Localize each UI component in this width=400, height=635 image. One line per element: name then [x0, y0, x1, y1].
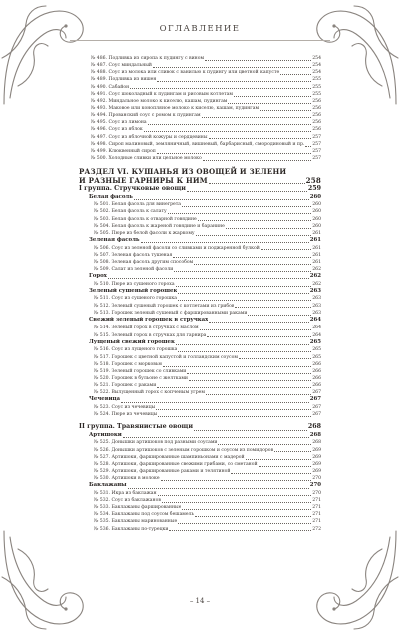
subgroup-heading	[79, 288, 321, 296]
entry-page: 270	[309, 482, 321, 489]
entry-page: 267	[312, 412, 321, 418]
toc-entry	[79, 468, 321, 475]
dot-leader	[228, 103, 311, 104]
entry-title: № 503. Белая фасоль к отварной говядине	[94, 216, 197, 222]
dot-leader	[196, 235, 312, 236]
dot-leader	[178, 293, 308, 294]
dot-leader	[178, 523, 311, 524]
dot-leader	[209, 183, 305, 184]
toc-entry	[79, 105, 321, 112]
dot-leader	[200, 329, 312, 330]
section-page: 258	[305, 176, 321, 186]
toc-entry	[79, 119, 321, 126]
entry-title: № 506. Соус из зеленой фасоли со сливками и поджаренной булкой	[94, 245, 260, 251]
corner-ornament-bottom-right	[305, 525, 400, 635]
toc-entry	[79, 201, 321, 208]
dot-leader	[157, 387, 311, 388]
group-heading-2	[79, 423, 321, 432]
entry-page: 261	[312, 259, 321, 265]
entry-page: 260	[312, 223, 321, 229]
entry-title: № 512. Зеленый сушеный горошек с котлетами из грибов	[94, 303, 235, 309]
toc-entry	[79, 112, 321, 119]
entry-page: 256	[312, 113, 321, 119]
entry-page: 269	[312, 447, 321, 453]
entry-title: № 505. Пюре из белой фасоли к жаркому	[94, 230, 195, 236]
toc-entry	[79, 310, 321, 317]
entry-title: № 488. Соус из молока или сливок с ванилью к пудингу или цветной капусте	[91, 70, 280, 76]
toc-entry	[79, 208, 321, 215]
entry-title: № 518. Горошек с морковью	[94, 361, 163, 367]
dot-leader	[163, 366, 311, 367]
entry-page: 261	[309, 237, 321, 243]
subgroup-heading	[79, 396, 321, 404]
group-heading-1	[79, 185, 321, 194]
dot-leader	[158, 495, 312, 496]
dot-leader	[168, 213, 312, 214]
entry-page: 262	[312, 267, 321, 272]
entry-page: 265	[312, 347, 321, 353]
entry-title: № 509. Салат из зеленой фасоли	[94, 267, 174, 272]
entry-title: № 500. Холодные сливки или цельное молоко	[91, 155, 202, 161]
toc-entry	[79, 411, 321, 418]
subgroup-dried-green-peas	[79, 288, 321, 317]
entry-title: № 523. Соус из чечевицы	[94, 404, 156, 410]
entry-page: 257	[312, 155, 321, 161]
dot-leader	[158, 416, 311, 417]
entry-page: 257	[312, 141, 321, 147]
entry-title: № 507. Зеленая фасоль тушеная	[94, 252, 173, 258]
toc-entry	[79, 126, 321, 133]
entry-page: 255	[312, 77, 321, 83]
dot-leader	[187, 191, 307, 192]
entry-page: 255	[312, 91, 321, 97]
subgroup-artichokes	[79, 432, 321, 482]
dot-leader	[144, 131, 311, 132]
toc-entry	[79, 84, 321, 91]
entry-page: 271	[312, 505, 321, 511]
entry-page: 255	[312, 84, 321, 90]
entry-title: № 501. Белая фасоль для винегрета	[94, 202, 182, 208]
subgroup-peas	[79, 273, 321, 288]
toc-entry	[79, 526, 321, 533]
entry-page: 267	[309, 396, 321, 403]
toc-entry	[79, 504, 321, 511]
entry-title: № 536. Баклажаны по-турецки	[94, 526, 169, 532]
entry-title: № 493. Маковое или конопляное молоко к киселю, кашам, пудингам	[91, 105, 260, 111]
dot-leader	[246, 459, 312, 460]
entry-page: 260	[312, 209, 321, 215]
entry-page: 266	[312, 375, 321, 381]
entry-page: 260	[309, 193, 321, 200]
toc-entry	[79, 511, 321, 518]
section-title-row	[79, 176, 321, 185]
entry-page: 268	[312, 440, 321, 446]
section-title-line-2: И РАЗНЫЕ ГАРНИРЫ К НИМ	[79, 176, 208, 186]
entry-title: Баклажаны	[89, 482, 127, 489]
toc-entry	[79, 439, 321, 446]
entry-title: № 489. Подливка из вишен	[91, 77, 157, 83]
entry-page: 268	[309, 431, 321, 438]
entry-page: 267	[312, 404, 321, 410]
dot-leader	[206, 394, 311, 395]
toc-content	[79, 55, 321, 533]
entry-title: Зеленый сушеный горошек	[89, 287, 178, 294]
entry-title: № 524. Пюре из чечевицы	[94, 412, 158, 418]
entry-page: 269	[312, 468, 321, 474]
entry-title: № 517. Горошек с цветной капустой и голландским соусом	[94, 354, 238, 360]
entry-page: 270	[312, 476, 321, 482]
entry-page: 256	[312, 105, 321, 111]
toc-entry	[79, 454, 321, 461]
entry-page: 269	[312, 461, 321, 467]
toc-entry	[79, 141, 321, 148]
subgroup-fresh-pea-pods	[79, 317, 321, 339]
dot-leader	[173, 257, 311, 258]
toc-entry	[79, 148, 321, 155]
entry-title: № 531. Икра из баклажан	[94, 490, 157, 496]
dot-leader	[235, 307, 311, 308]
dot-leader	[207, 336, 311, 337]
dot-leader	[162, 502, 311, 503]
entry-title: Чечевица	[89, 396, 120, 403]
entry-page: 254	[312, 70, 321, 76]
dot-leader	[239, 358, 311, 359]
entry-title: № 525. Донышки артишоков под разными соусами	[94, 440, 218, 446]
subgroup-heading	[79, 317, 321, 325]
entry-title: № 527. Артишоки, фаршированные шампиньонами с мадерой	[94, 454, 245, 460]
entry-title: Артишоки	[89, 431, 122, 438]
toc-entry	[79, 223, 321, 230]
toc-entry	[79, 266, 321, 273]
subgroup-heading	[79, 339, 321, 347]
dot-leader	[108, 278, 309, 279]
dot-leader	[141, 242, 309, 243]
subgroup-lentils	[79, 396, 321, 418]
subgroup-heading	[79, 237, 321, 245]
group-title: II группа. Травянистые овощи	[79, 423, 194, 431]
toc-entry	[79, 497, 321, 504]
entry-title: № 530. Артишоки в молоке	[94, 476, 160, 482]
group-page: 268	[307, 423, 321, 431]
entry-title: № 487. Соус миндальный	[91, 63, 152, 69]
dot-leader	[209, 138, 312, 139]
dot-leader	[130, 88, 311, 89]
toc-entry	[79, 368, 321, 375]
entry-page: 263	[309, 287, 321, 294]
toc-entry	[79, 98, 321, 105]
dot-leader	[194, 264, 311, 265]
entry-title: № 534. Баклажаны под соусом бешамель	[94, 512, 195, 518]
entry-page: 261	[312, 245, 321, 251]
entry-page: 265	[309, 338, 321, 345]
dot-leader	[259, 466, 312, 467]
dot-leader	[189, 380, 311, 381]
group-title: I группа. Стручковые овощи	[79, 185, 186, 193]
entry-title: № 513. Горошек зеленый сушеный с фаршированными раками	[94, 310, 248, 316]
dot-leader	[134, 199, 309, 200]
dot-leader	[182, 206, 311, 207]
toc-entry	[79, 134, 321, 141]
entry-title: № 514. Зеленый горох в стручках с маслом	[94, 325, 199, 331]
subgroup-green-beans	[79, 237, 321, 273]
subgroup-heading	[79, 482, 321, 490]
entry-title: № 511. Соус из сушеного горошка	[94, 296, 178, 302]
entry-title: № 520. Горошек в бульоне с желтками	[94, 375, 188, 381]
entry-title: № 497. Соус из яблочной кожуры и сердцевины	[91, 134, 208, 140]
toc-entry	[79, 55, 321, 62]
entry-page: 261	[312, 230, 321, 236]
toc-entry	[79, 62, 321, 69]
entry-page: 263	[312, 296, 321, 302]
entry-title: № 528. Артишоки, фаршированные свежими грибами, со сметаной	[94, 461, 258, 467]
dot-leader	[209, 322, 308, 323]
section-heading	[79, 167, 321, 185]
dot-leader	[148, 124, 312, 125]
toc-entry	[79, 325, 321, 332]
toc-entry	[79, 475, 321, 482]
toc-entry	[79, 230, 321, 237]
section-title-line-1: РАЗДЕЛ VI. КУШАНЬЯ ИЗ ОВОЩЕЙ И ЗЕЛЕНИ	[79, 167, 287, 177]
dot-leader	[156, 409, 311, 410]
dot-leader	[157, 153, 311, 154]
dot-leader	[121, 402, 309, 403]
entry-title: № 529. Артишоки, фаршированные раками и телятиной	[94, 468, 231, 474]
entry-title: № 519. Зеленый горошек со сливками	[94, 368, 187, 374]
dot-leader	[187, 373, 311, 374]
entry-title: № 499. Клюквенный сироп	[91, 148, 156, 154]
dot-leader	[261, 249, 311, 250]
entry-page: 257	[312, 134, 321, 140]
toc-entry	[79, 404, 321, 411]
toc-entry	[79, 461, 321, 468]
entry-page: 270	[312, 490, 321, 496]
entry-title: № 498. Сироп малиновый, земляничный, вишневый, барбарисный, смородиновый и пр.	[91, 141, 305, 147]
entry-page: 264	[309, 316, 321, 323]
toc-list-sauces	[79, 55, 321, 162]
dot-leader	[161, 480, 312, 481]
dot-leader	[178, 300, 311, 301]
toc-entry	[79, 361, 321, 368]
toc-entry	[79, 375, 321, 382]
subgroup-heading	[79, 194, 321, 202]
entry-page: 266	[312, 368, 321, 374]
entry-title: № 516. Соус из лущеного горошка	[94, 347, 178, 353]
entry-page: 272	[312, 526, 321, 532]
entry-page: 271	[312, 519, 321, 525]
entry-page: 266	[312, 361, 321, 367]
dot-leader	[218, 444, 311, 445]
entry-title: № 532. Соус из баклажанов	[94, 497, 161, 503]
toc-entry	[79, 490, 321, 497]
dot-leader	[169, 530, 311, 531]
subgroup-heading	[79, 273, 321, 281]
toc-entry	[79, 295, 321, 302]
entry-page: 271	[312, 512, 321, 518]
entry-title: № 486. Подливка из сиропа к пудингу с вином	[91, 55, 205, 61]
entry-title: № 495. Соус из лимона	[91, 120, 147, 126]
entry-page: 263	[312, 303, 321, 309]
entry-page: 260	[312, 202, 321, 208]
entry-title: № 521. Горошек с раками	[94, 383, 157, 389]
entry-page: 265	[312, 354, 321, 360]
toc-entry	[79, 389, 321, 396]
toc-entry	[79, 354, 321, 361]
dot-leader	[195, 516, 311, 517]
entry-title: Горох	[89, 273, 107, 280]
dot-leader	[305, 146, 311, 147]
dot-leader	[176, 344, 309, 345]
toc-entry	[79, 76, 321, 83]
dot-leader	[226, 228, 311, 229]
toc-entry	[79, 382, 321, 389]
entry-title: № 494. Прованский соус с ромом к пудингам	[91, 113, 201, 119]
group-page: 259	[307, 185, 321, 193]
subgroup-eggplants	[79, 482, 321, 532]
toc-entry	[79, 252, 321, 259]
toc-entry	[79, 259, 321, 266]
subgroup-shelled-peas	[79, 339, 321, 397]
entry-page: 261	[312, 252, 321, 258]
dot-leader	[198, 220, 311, 221]
entry-page: 262	[309, 273, 321, 280]
dot-leader	[153, 67, 311, 68]
dot-leader	[128, 488, 309, 489]
entry-title: № 492. Миндальное молоко к киселю, кашам, пудингам	[91, 98, 228, 104]
toc-entry	[79, 91, 321, 98]
entry-title: № 515. Зеленый горох в стручках для гарнира	[94, 332, 207, 338]
entry-page: 260	[312, 216, 321, 222]
dot-leader	[274, 451, 311, 452]
dot-leader	[234, 96, 311, 97]
dot-leader	[280, 74, 311, 75]
entry-page: 267	[312, 390, 321, 396]
entry-title: Свежий зеленый горошек в стручках	[89, 316, 209, 323]
entry-page: 271	[312, 497, 321, 503]
entry-title: Лущеный свежий горошек	[89, 338, 175, 345]
entry-page: 266	[312, 383, 321, 389]
dot-leader	[248, 315, 311, 316]
page-number: – 14 –	[189, 597, 211, 605]
entry-page: 264	[312, 332, 321, 338]
entry-title: № 504. Белая фасоль к жареной говядине и баранине	[94, 223, 225, 229]
toc-entry	[79, 245, 321, 252]
toc-entry	[79, 518, 321, 525]
subgroup-white-beans	[79, 194, 321, 237]
entry-title: № 491. Соус шоколадный к пудингам и рисовым котлетам	[91, 91, 233, 97]
toc-entry	[79, 281, 321, 288]
toc-entry	[79, 332, 321, 339]
subgroup-heading	[79, 432, 321, 440]
toc-entry	[79, 155, 321, 162]
entry-title: № 510. Пюре из сушеного гороха	[94, 281, 175, 287]
entry-page: 263	[312, 310, 321, 316]
dot-leader	[123, 437, 309, 438]
toc-entry	[79, 447, 321, 454]
entry-page: 254	[312, 63, 321, 69]
entry-title: Зеленая фасоль	[89, 237, 140, 243]
entry-page: 257	[312, 148, 321, 154]
dot-leader	[203, 160, 311, 161]
entry-title: № 490. Сабайон	[91, 84, 130, 90]
header-divider	[70, 40, 330, 41]
dot-leader	[176, 286, 312, 287]
entry-title: № 496. Соус из яблок	[91, 127, 143, 133]
entry-title: № 522. Вылущенный горох с копченым угрем	[94, 390, 205, 396]
dot-leader	[182, 509, 311, 510]
entry-page: 256	[312, 127, 321, 133]
toc-entry	[79, 69, 321, 76]
entry-title: № 502. Белая фасоль к салату	[94, 209, 167, 215]
entry-page: 262	[312, 281, 321, 287]
dot-leader	[202, 117, 312, 118]
entry-title: № 508. Зеленая фасоль другим способом	[94, 259, 194, 265]
toc-entry	[79, 303, 321, 310]
entry-page: 254	[312, 55, 321, 61]
entry-page: 264	[312, 325, 321, 331]
dot-leader	[174, 271, 311, 272]
toc-entry	[79, 216, 321, 223]
entry-title: Белая фасоль	[89, 193, 133, 200]
toc-entry	[79, 346, 321, 353]
entry-title: № 533. Баклажаны фаршированные	[94, 505, 182, 511]
entry-title: № 526. Донышки артишоков с зеленым горошком и соусом из помидоров	[94, 447, 274, 453]
page-header-title: ОГЛАВЛЕНИЕ	[159, 24, 241, 34]
dot-leader	[231, 473, 311, 474]
entry-page: 256	[312, 98, 321, 104]
dot-leader	[260, 110, 311, 111]
entry-page: 269	[312, 454, 321, 460]
dot-leader	[178, 351, 311, 352]
entry-title: № 535. Баклажаны маринованные	[94, 519, 178, 525]
dot-leader	[205, 60, 311, 61]
entry-page: 256	[312, 120, 321, 126]
dot-leader	[194, 430, 307, 431]
dot-leader	[157, 81, 311, 82]
corner-ornament-bottom-left	[0, 525, 95, 635]
